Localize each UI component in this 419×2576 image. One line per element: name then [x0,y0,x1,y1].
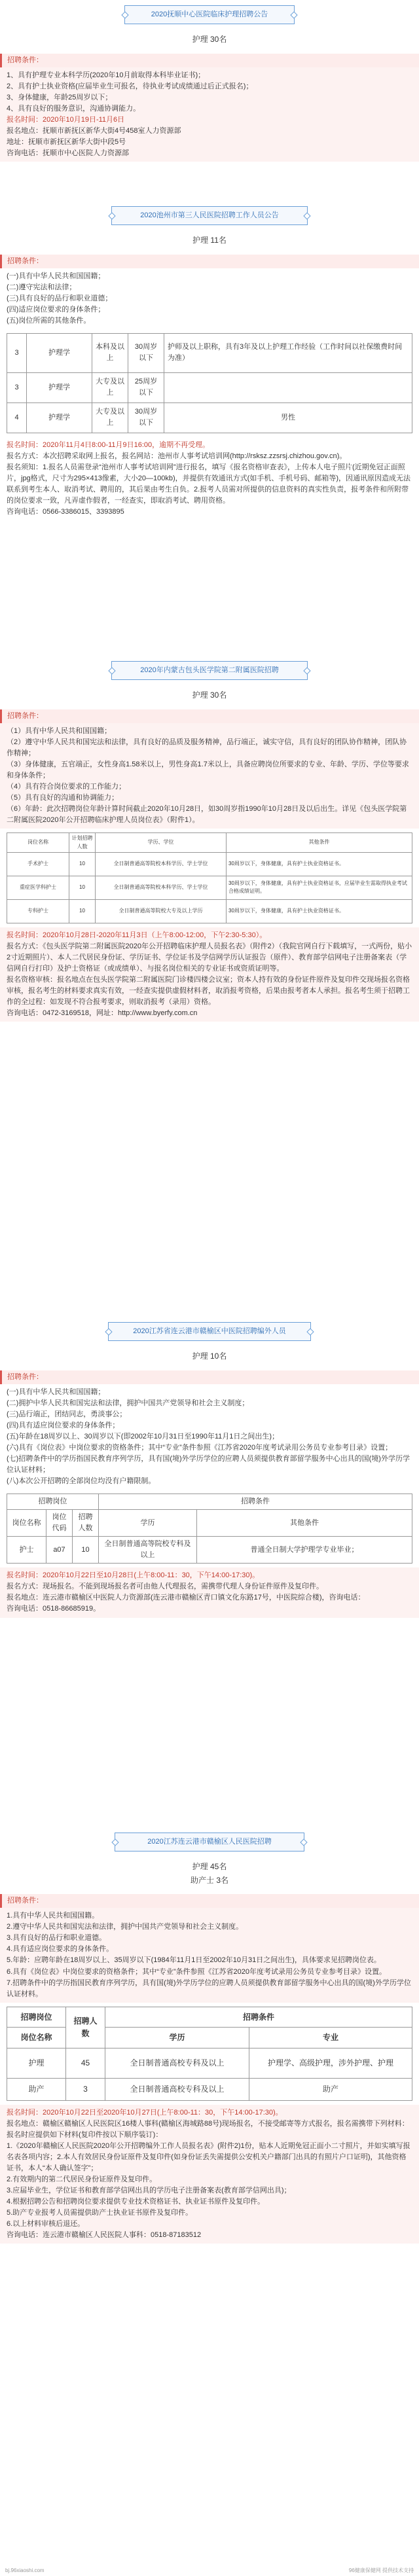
position-count: 护理 10名 [192,1351,227,1361]
conditions-block [0,1908,419,2002]
conditions-heading: 招聘条件： [0,255,419,268]
table-cell: 护师及以上职称，具有3年及以上护理工作经验（工作时间以社保缴费时间为准） [164,333,412,372]
table-cell: a07 [46,1537,73,1564]
condition-line: 2、具有护士执业资格(应届毕业生可报名，待执业考试成绩通过后正式报名)； [7,82,253,90]
table-cell: 护理学 [27,372,92,402]
table-cell: 全日制普通高等院校本科学历、学士学位 [96,876,227,899]
condition-line: (四)具有适应岗位要求的身体条件； [7,1421,120,1429]
condition-line: (一)具有中华人民共和国国籍； [7,272,105,280]
condition-line: (一)具有中华人民共和国国籍； [7,1387,105,1396]
condition-line: （5）具有良好的沟通和协调能力； [7,793,119,802]
column-header: 招聘岗位 [7,2007,66,2028]
table-cell: 25周岁以下 [128,372,164,402]
column-header: 其他条件 [197,1510,412,1537]
condition-line: 4.具有适应岗位要求的身体条件。 [7,1945,114,1954]
positions-table [7,832,412,923]
position-count: 护理 30名 [192,35,227,45]
table-row [7,372,412,402]
signup-review: 报名资格审核：报名地点在包头医学院第二附属医院门诊楼四楼会议室；资本人持有效的身份证件原件及复印件交现场报名资格审核，报名考生的材料要求真实有效，一经查实提供虚假材料者，取消报考资格，后果由报考者本人承担。报名考生须于招聘工作的全过程：如发现不符合报考要求，则取消报考（录用）资格。 [7,976,410,1007]
contact-phone: 咨询电话：0566-3386015、3393895 [7,508,124,516]
table-cell: 全日制普通高等院校专科及以上 [99,1537,197,1564]
table-header-row [7,833,412,853]
table-cell: 30周岁以下，身体健康，具有护士执业资格证书。 [227,899,412,923]
condition-line: 6.具有《岗位表》中岗位要求的资格条件；其中“专业”条件参照《江苏省2020年度考试录用公务员专业参考目录》设置。 [7,1967,386,1976]
column-header: 岗位代码 [46,1510,73,1537]
table-cell: 30周岁以下，身体健康，具有护士执业资格证书，应届毕业生需取得执业考试合格成绩证明。 [227,876,412,899]
table-cell: 3 [66,2078,105,2100]
table-cell: 30周岁以下 [128,402,164,433]
table-cell: 4 [7,402,27,433]
condition-line: 1、具有护理专业本科学历(2020年10月前取得本科毕业证书)； [7,71,206,79]
table-cell: 10 [73,1537,99,1564]
signup-place: 报名地点：赣榆区赣榆区人民医院区16楼人事科(赣榆区海城路88号)现场报名，不接受邮寄等方式报名，报名需携带下列材料： [7,2119,409,2128]
column-header: 学历 [105,2028,249,2048]
conditions-block [0,67,419,162]
signup-info [0,927,419,1022]
condition-line: (七)招聘条件中的学历指国民教育序列学历，具有国(境)外学历学位的应聘人员须提供教育部留学服务中心出具的国(境)外学历学位认证材料； [7,1454,410,1475]
column-header: 学历、学位 [96,833,227,853]
conditions-block [0,268,419,329]
section-chizhou [0,206,419,520]
conditions-block [0,723,419,829]
table-cell: 手术护士 [7,852,69,876]
table-cell: 10 [69,899,96,923]
table-cell [164,372,412,402]
condition-line: 4、具有良好的服务意识，沟通协调能力。 [7,104,141,113]
section-ganyu-tcm [0,1322,419,1618]
condition-line: 3.具有良好的品行和职业道德。 [7,1934,107,1942]
signup-time: 报名时间：2020年10月19日-11月6日 [7,115,125,124]
table-cell: 10 [69,852,96,876]
section-fushun [0,5,419,162]
address: 地址：抚顺市新抚区新华大街中段5号 [7,137,126,146]
signup-time: 报名时间：2020年10月22日至2020年10月27日(上午8:00-11：30，下午14:00-17:30)。 [7,2108,283,2117]
column-header: 其他条件 [227,833,412,853]
table-cell: 护士 [7,1537,46,1564]
column-header: 岗位名称 [7,2028,66,2048]
table-cell: 重症医学科护士 [7,876,69,899]
conditions-heading: 招聘条件： [0,709,419,723]
material-item: 6.以上材料审核后退还。 [7,2220,85,2228]
condition-line: (五)岗位所需的其他条件。 [7,316,91,325]
material-item: 1.《2020年赣榆区人民医院2020年公开招聘编外工作人员报名表》(附件2)1份，贴本人近期免冠正面小二寸照片，并如实填写报名表各项内容；2.本人有效居民身份证原件及复印件(如身份证丢失需提供公安机关户籍部门出具的有照片户口证明)，其他资格证书，本人“本人确认签字”； [7,2141,410,2173]
page-footer [0,2566,419,2576]
position-count: 护理 11名 [192,236,227,245]
table-cell: 助产 [249,2078,412,2100]
table-cell: 专科护士 [7,899,69,923]
section-baotou [0,661,419,1022]
condition-line: （3）身体健康，五官端正，女性身高1.58米以上，男性身高1.7米以上，具备应聘岗位所要求的专业、年龄、学历、学位等要求和身体条件； [7,760,409,779]
column-header: 计划招聘人数 [69,833,96,853]
table-cell: 30周岁以下 [128,333,164,372]
column-header: 招聘条件 [99,1494,412,1510]
table-cell: 30周岁以下，身体健康，具有护士执业资格证书。 [227,852,412,876]
condition-line: 3、身体健康，年龄25周岁以下； [7,93,113,101]
section-title: 2020抚顺中心医院临床护理招聘公告 [124,5,295,24]
contact-phone: 咨询电话：0518-86685919。 [7,1605,101,1613]
table-cell: 全日制普通高等院校大专及以上学历 [96,899,227,923]
positions-table [7,2007,412,2101]
column-header: 专业 [249,2028,412,2048]
condition-line: 2.遵守中华人民共和国宪法和法律，拥护中国共产党领导和社会主义制度。 [7,1923,244,1931]
signup-time: 报名时间：2020年10月22日至10月28日(上午8:00-11：30，下午14:00-17:30)。 [7,1571,260,1580]
condition-line: (八)本次公开招聘的全部岗位均没有户籍限制。 [7,1477,156,1486]
signup-info [0,437,419,520]
positions-table [7,333,412,433]
conditions-heading: 招聘条件： [0,1370,419,1384]
condition-line: (五)年龄在18周岁以上、30周岁以下(即2002年10月31日至1990年11月1日之间出生)； [7,1432,280,1440]
table-cell: 全日制普通高校专科及以上 [105,2048,249,2078]
table-header-row [7,1510,412,1537]
position-count: 助产士 3名 [190,1875,228,1885]
signup-notice: 报名须知：1.报名人员需登录“池州市人事考试培训网”进行报名，填写《报名资格审查表》，上传本人电子照片(近期免冠正面照片，jpg格式，尺寸为295×413像素，大小20—100kb)，并提供有效通讯方式(如手机、手机号码、邮箱等)，因通讯原因造成无法联系到考生本人、取消考试、聘用的，其后果由考生自负。2.报考人员需对所提供的信息资料的真实性负责，报考条件和所附带的岗位要求一致，凡弄虚作假者，一经查实，即取消考试、聘用资格。 [7,463,411,505]
table-cell: 护理学、高级护理，涉外护理、护理 [249,2048,412,2078]
table-cell: 护理 [7,2048,66,2078]
table-cell: 10 [69,876,96,899]
column-header: 招聘岗位 [7,1494,99,1510]
material-item: 4.根据招聘公告和招聘岗位要求提供专业技术资格证书、执业证书原件及复印件。 [7,2198,265,2206]
column-header: 学历 [99,1510,197,1537]
signup-place: 报名地点：连云港市赣榆区中医院人力资源部(连云港市赣榆区青口镇文化东路17号，中医院综合楼)，咨询电话： [7,1594,365,1602]
table-row [7,852,412,876]
column-header: 招聘条件 [105,2007,412,2028]
conditions-block [0,1384,419,1490]
condition-line: 1.具有中华人民共和国国籍。 [7,1912,100,1920]
condition-line: （6）年龄：此次招聘岗位年龄计算时间截止2020年10月28日，如30周岁指1990年10月28日及以后出生。详见《包头医学院第二附属医院2020年公开招聘临床护理人员岗位表》（附件1）。 [7,805,407,825]
column-header: 岗位名称 [7,833,69,853]
signup-time: 报名时间：2020年10月28日-2020年11月3日（上午8:00-12:00，下午2:30-5:30）。 [7,931,267,939]
material-item: 5.助产专业报考人员需提供助产士执业证书原件及复印件。 [7,2209,193,2217]
position-count: 护理 30名 [192,690,227,700]
table-row [7,876,412,899]
condition-line: (四)适应岗位要求的身体条件； [7,305,105,313]
table-cell: 大专及以上 [92,402,128,433]
condition-line: （2）遵守中华人民共和国宪法和法律，具有良好的品质及服务精神，品行端正，诚实守信，具有良好的团队协作精神，团队协作精神； [7,738,407,757]
table-row [7,333,412,372]
table-cell: 45 [66,2048,105,2078]
table-cell: 助产 [7,2078,66,2100]
table-cell: 护理学 [27,402,92,433]
section-ganyu-people [0,1833,419,2244]
table-row [7,2078,412,2100]
section-title: 2020池州市第三人民医院招聘工作人员公告 [111,206,308,225]
signup-method: 报名方式：《包头医学院第二附属医院2020年公开招聘临床护理人员报名表》（附件2）（我院官网自行下载填写，一式两份，贴小2寸近期照片）、本人二代居民身份证、学历证书、学位证书及学信网学历认证报告（原件）、教育部学信网电子注册备案表（学信网自行打印）及护士资格证（或成绩单）、与报名岗位相关的专业证书或资质证明等。 [7,942,412,973]
table-header-row [7,2007,412,2028]
table-cell: 男性 [164,402,412,433]
conditions-heading: 招聘条件： [0,1894,419,1908]
site-url[interactable]: bj.96xiaoshi.com [5,2567,45,2573]
contact-phone: 咨询电话：抚顺市中心医院人力资源部 [7,149,129,158]
position-count: 护理 45名 [192,1862,227,1872]
table-cell: 本科及以上 [92,333,128,372]
table-cell: 大专及以上 [92,372,128,402]
table-cell: 全日制普通高等院校本科学历、学士学位 [96,852,227,876]
table-row [7,899,412,923]
signup-method: 报名方式：本次招聘采取网上报名，报名网站：池州市人事考试培训网(http://rsksz.zzsrsj.chizhou.gov.cn)。 [7,452,347,460]
table-row [7,1537,412,1564]
table-row [7,402,412,433]
tech-support-credit: 96健康保健网 提供技术支持 [348,2567,414,2573]
contact-phone: 咨询电话：0472-3169518，网址：http://www.byerfy.com.cn [7,1009,198,1018]
table-cell: 全日制普通高校专科及以上 [105,2078,249,2100]
table-header-row [7,1494,412,1510]
condition-line: (二)遵守宪法和法律； [7,283,77,291]
column-header: 招聘人数 [73,1510,99,1537]
condition-line: （4）具有符合岗位要求的工作能力； [7,782,126,791]
conditions-heading: 招聘条件： [0,54,419,67]
section-title: 2020年内蒙古包头医学院第二附属医院招聘 [111,661,308,680]
column-header: 招聘人数 [66,2007,105,2048]
condition-line: (三)具有良好的品行和职业道德； [7,294,113,302]
section-title: 2020江苏连云港市赣榆区人民医院招聘 [115,1833,304,1851]
column-header: 岗位名称 [7,1510,46,1537]
materials-heading: 报名时应提供如下材料(复印件按以下顺序装订)： [7,2130,163,2139]
signup-place: 报名地点：抚顺市新抚区新华大街4号458室人力资源部 [7,126,181,135]
condition-line: (三)品行端正，团结同志，勇淡事公； [7,1410,127,1418]
table-cell: 普通全日制大学护理学专业毕业； [197,1537,412,1564]
signup-info [0,2105,419,2244]
signup-time: 报名时间：2020年11月4日8:00-11月9日16:00，逾期不再受理。 [7,440,210,449]
condition-line: (二)拥护中华人民共和国宪法和法律，拥护中国共产党领导和社会主义制度； [7,1399,249,1407]
signup-info [0,1567,419,1617]
material-item: 3.应届毕业生，学位证书和教育部学信网出具的学历电子注册备案表(教育部学信网出具)； [7,2187,291,2195]
table-row [7,2048,412,2078]
contact-phone: 咨询电话：连云港市赣榆区人民医院人事科：0518-87183512 [7,2231,202,2240]
condition-line: 5.年龄：应聘年龄在18周岁以上、35周岁以下(1984年11月1日至2002年10月31日之间出生)，具体要求见招聘岗位表。 [7,1956,381,1965]
condition-line: （1）具有中华人民共和国国籍； [7,726,112,735]
table-cell: 3 [7,333,27,372]
table-cell: 护理学 [27,333,92,372]
condition-line: 7.招聘条件中的学历指国民教育序列学历，具有国(境)外学历学位的应聘人员须提供教育部留学服务中心出具的国(境)外学历学位认证材料。 [7,1978,411,1998]
signup-method: 报名方式：现场报名。不能到现场报名者可由他人代理报名，需携带代理人身份证件原件及复印件。 [7,1583,323,1591]
table-cell: 3 [7,372,27,402]
material-item: 2.有效期内的第二代居民身份证原件及复印件。 [7,2175,157,2184]
section-title: 2020江苏省连云港市赣榆区中医院招聘编外人员 [108,1322,311,1341]
condition-line: (六)具有《岗位表》中岗位要求的资格条件；其中“专业”条件参照《江苏省2020年度考试录用公务员专业参考目录》设置； [7,1443,393,1452]
positions-table [7,1494,412,1564]
